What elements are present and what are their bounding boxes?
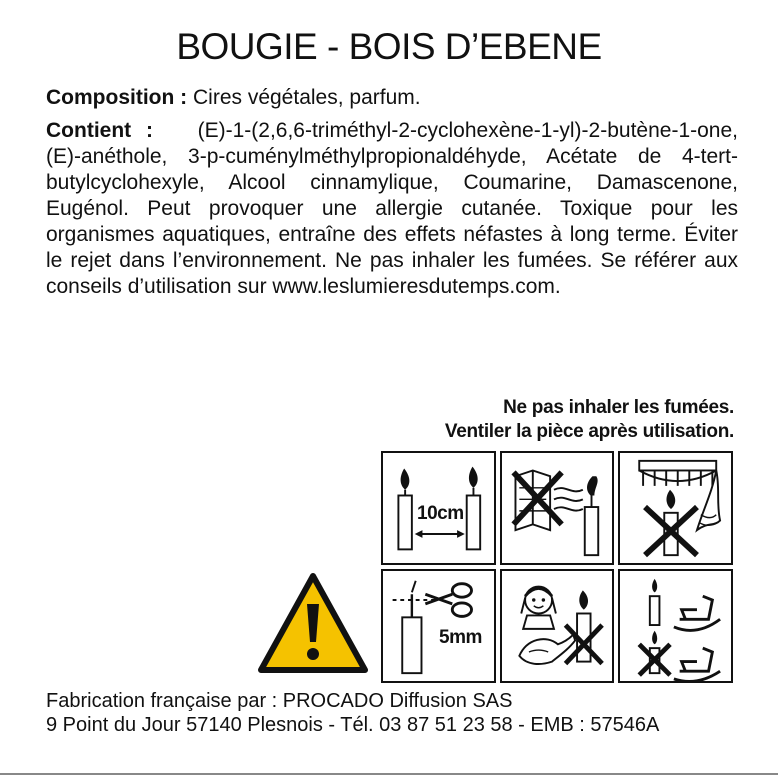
- address-line: 9 Point du Jour 57140 Plesnois - Tél. 03 87 51 23 58 - EMB : 57546A: [46, 714, 660, 736]
- warning-line-2: Ventiler la pièce après utilisation.: [444, 421, 734, 442]
- contient-text: (E)-1-(2,6,6-triméthyl-2-cyclohexène-1-yl)-2-butène-1-one, (E)-anéthole, 3-p-cuménylméthylpropionaldéhyde, Acétate de 4-tert-butylcyclohexyle, Alcool cinnamylique, Coumarine, Damascenone, Eugénol. Peut provoquer une allergie cutanée. Toxique pour les organismes aquatiques, entraîne des effets néfastes à long terme. Éviter le rejet dans l’environnement. Ne pas inhaler les fumées. Se référer aux conseils d’utilisation sur www.leslumieresdutemps.com.: [46, 119, 738, 298]
- exclamation-warning-triangle-icon: [257, 572, 369, 674]
- warning-line-1: Ne pas inhaler les fumées.: [503, 397, 734, 418]
- wick-label: 5mm: [439, 627, 482, 648]
- trim-wick-icon: [381, 569, 496, 683]
- spacing-label: 10cm: [417, 503, 464, 524]
- no-unattended-icon: [618, 569, 733, 683]
- bottom-divider: [0, 773, 778, 775]
- keep-from-children-pets-icon: [500, 569, 615, 683]
- no-draft-icon: [500, 451, 615, 565]
- safety-warning: [445, 396, 734, 444]
- contient-paragraph: [46, 118, 738, 300]
- manufacturer-line: Fabrication française par : PROCADO Diffusion SAS: [46, 690, 513, 712]
- contient-label: Contient :: [46, 119, 154, 142]
- product-title: BOUGIE - BOIS D’EBENE: [176, 26, 602, 67]
- candle-spacing-icon: [381, 451, 496, 565]
- no-curtains-icon: [618, 451, 733, 565]
- composition-text: Cires végétales, parfum.: [187, 86, 421, 109]
- composition-label: Composition :: [46, 86, 188, 109]
- composition-line: [46, 85, 738, 111]
- pictogram-grid: [381, 451, 733, 683]
